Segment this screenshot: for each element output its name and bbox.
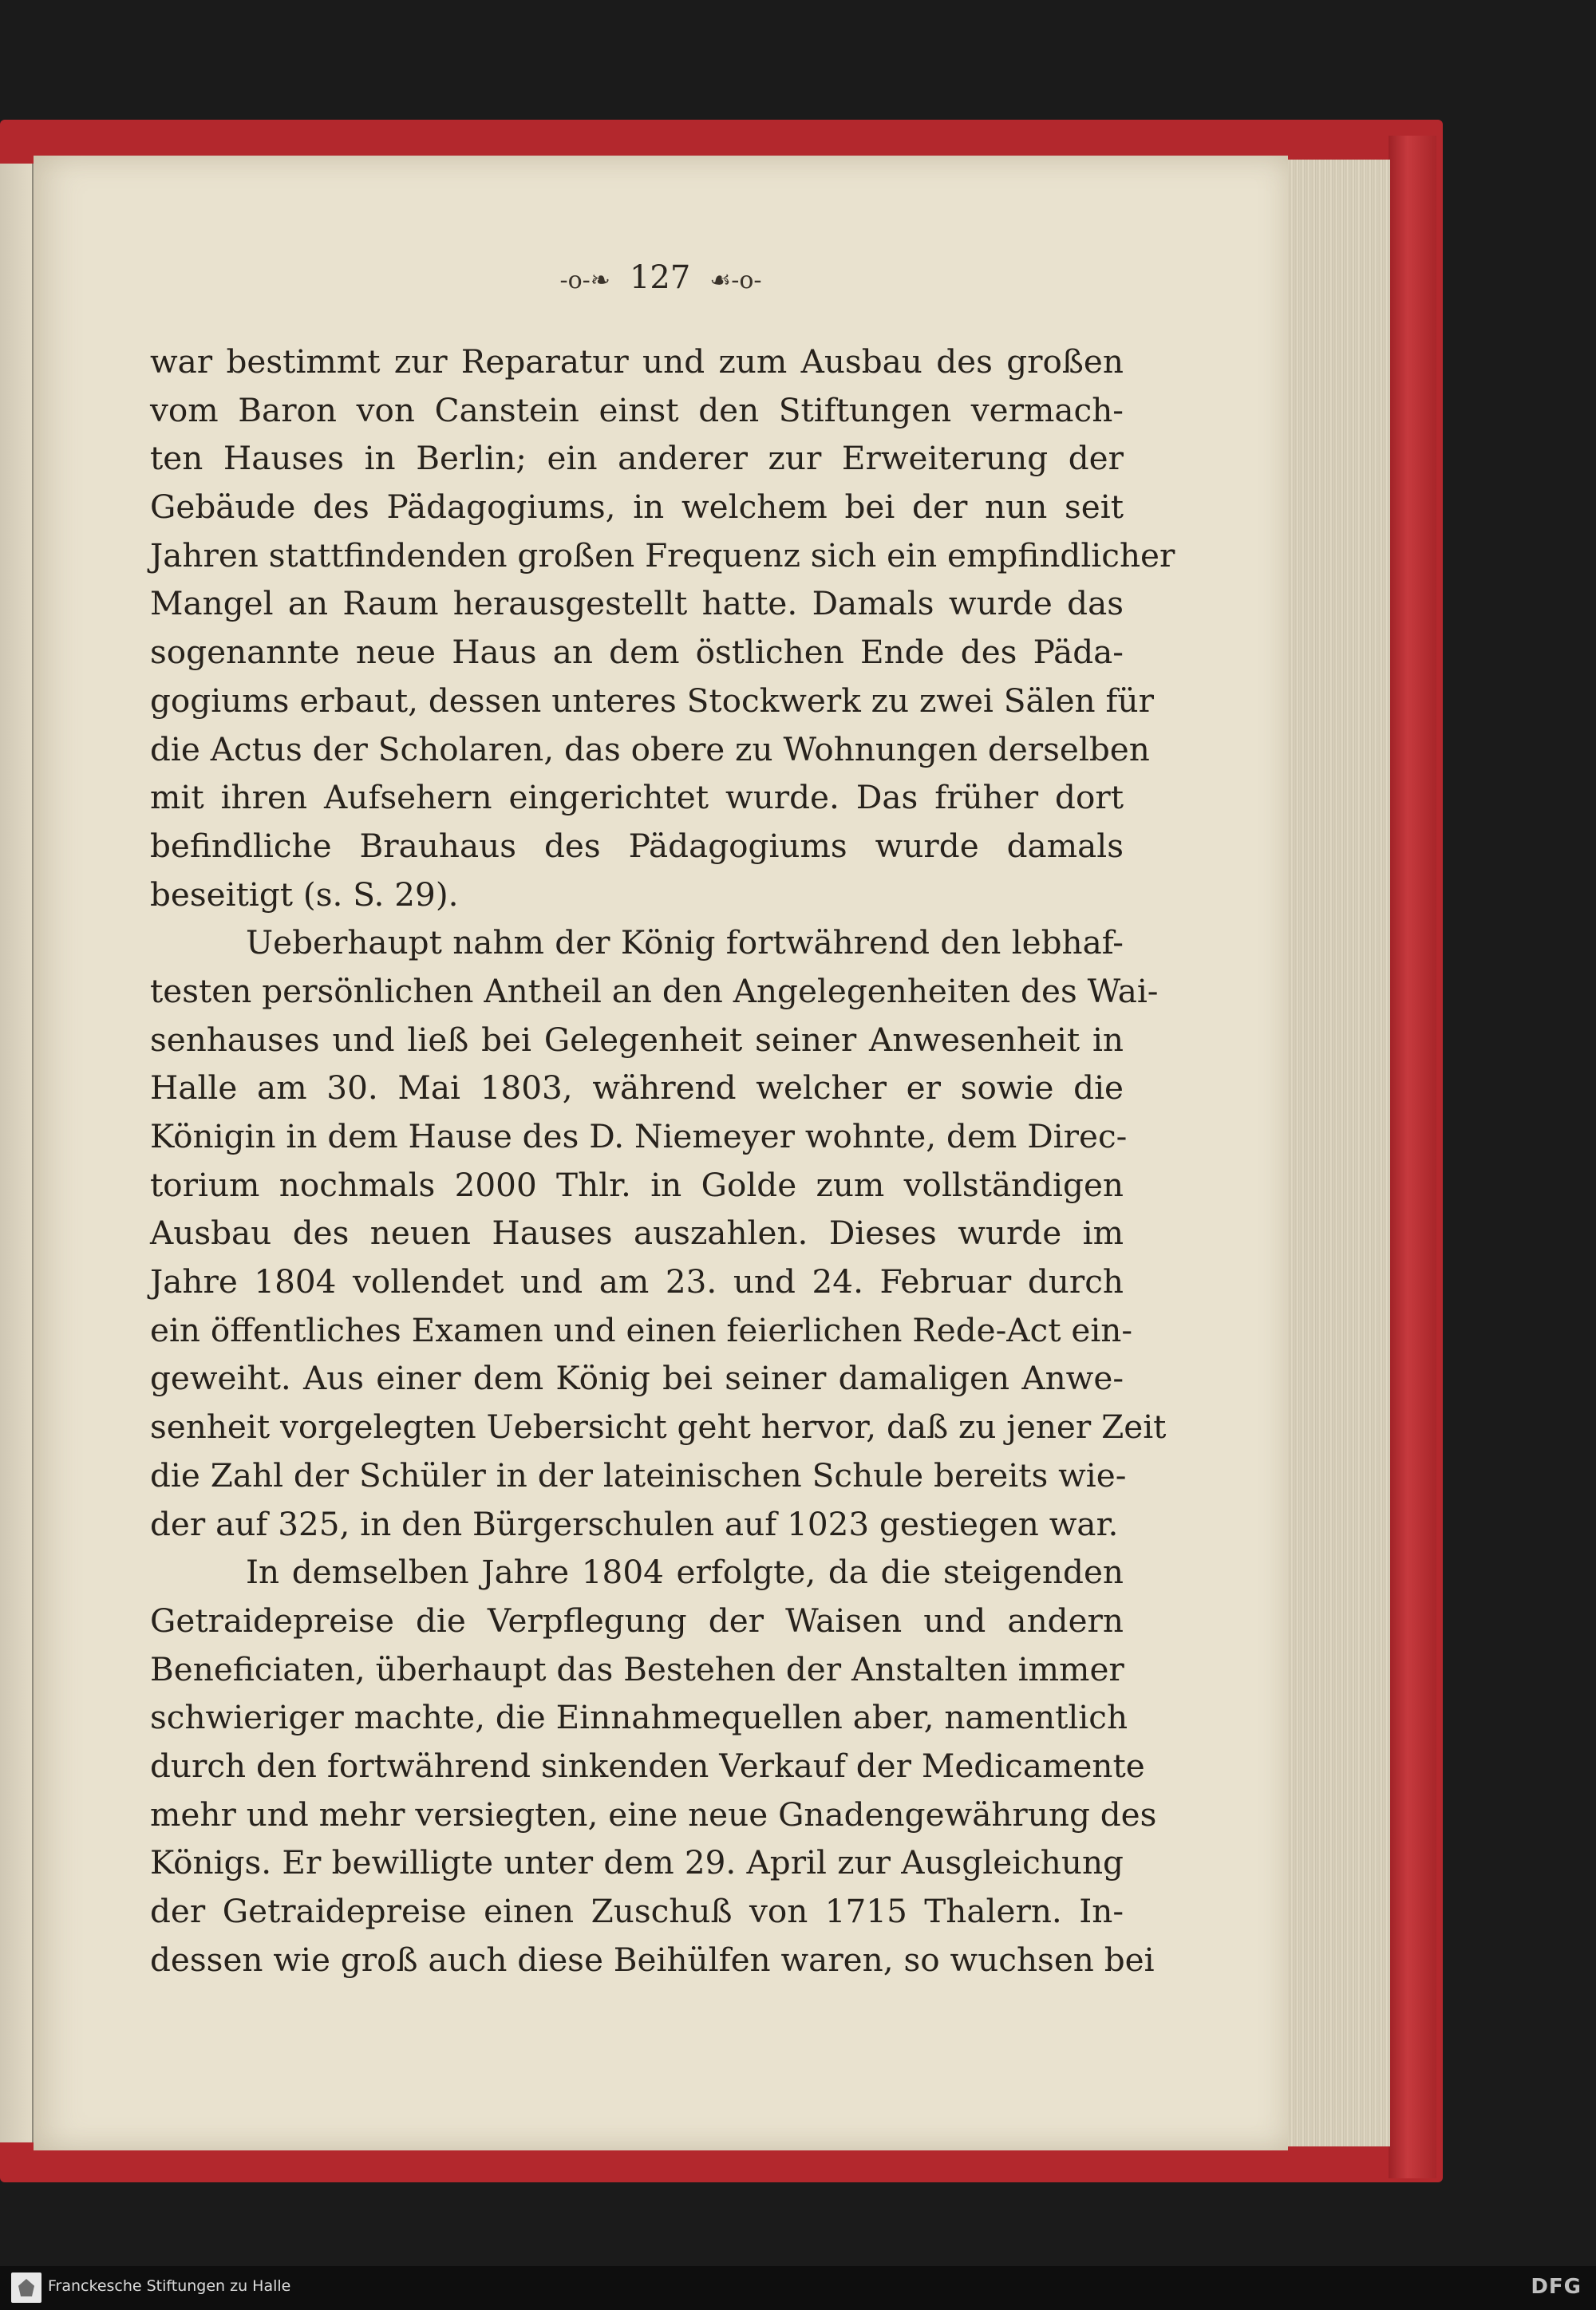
text-line: Gebäude des Pädagogiums, in welchem bei der nun seit xyxy=(150,488,1124,527)
text-line: der Getraidepreise einen Zuschuß von 1715 Thalern. In- xyxy=(150,1892,1124,1930)
text-line: geweiht. Aus einer dem König bei seiner damaligen Anwe- xyxy=(150,1359,1124,1398)
text-line: befindliche Brauhaus des Pädagogiums wurde damals xyxy=(150,826,1124,865)
text-line: die Actus der Scholaren, das obere zu Wohnungen derselben xyxy=(150,729,1150,768)
text-line: torium nochmals 2000 Thlr. in Golde zum vollständigen xyxy=(150,1165,1124,1204)
text-line: die Zahl der Schüler in der lateinischen Schule bereits wie- xyxy=(150,1455,1127,1495)
text-line: Königs. Er bewilligte unter dem 29. April zur Ausgleichung xyxy=(150,1843,1124,1882)
page-number: 127 xyxy=(629,259,691,296)
page-header xyxy=(34,259,1288,296)
text-line: ein öffentliches Examen und einen feierlichen Rede-Act ein- xyxy=(150,1310,1133,1349)
text-line: Getraidepreise die Verpflegung der Waisen und andern xyxy=(150,1601,1124,1640)
page-stack xyxy=(1286,160,1390,2146)
text-line: senheit vorgelegten Uebersicht geht hervor, daß zu jener Zeit xyxy=(150,1408,1167,1447)
institution-logo-icon[interactable] xyxy=(11,2272,41,2303)
text-line: In demselben Jahre 1804 erfolgte, da die steigenden xyxy=(246,1553,1124,1592)
text-line: mehr und mehr versiegten, eine neue Gnadengewährung des xyxy=(150,1795,1157,1834)
institution-name[interactable]: Franckesche Stiftungen zu Halle xyxy=(48,2277,291,2295)
text-line: durch den fortwährend sinkenden Verkauf der Medicamente xyxy=(150,1746,1145,1785)
text-line: Ueberhaupt nahm der König fortwährend den lebhaf- xyxy=(246,923,1124,962)
text-line: der auf 325, in den Bürgerschulen auf 1023 gestiegen war. xyxy=(150,1504,1119,1543)
facing-page-edge xyxy=(0,164,34,2142)
text-line: war bestimmt zur Reparatur und zum Ausbau des großen xyxy=(150,342,1124,381)
text-line: mit ihren Aufsehern eingerichtet wurde. Das früher dort xyxy=(150,778,1124,817)
book-page xyxy=(34,156,1288,2150)
text-line: Jahre 1804 vollendet und am 23. und 24. Februar durch xyxy=(150,1262,1124,1301)
text-line: beseitigt (s. S. 29). xyxy=(150,875,459,914)
ornament-right-icon: ☙-o- xyxy=(709,267,762,294)
text-line: vom Baron von Canstein einst den Stiftungen vermach- xyxy=(150,390,1124,429)
text-line: dessen wie groß auch diese Beihülfen waren, so wuchsen bei xyxy=(150,1940,1155,1979)
text-line: sogenannte neue Haus an dem östlichen Ende des Päda- xyxy=(150,633,1124,672)
text-line: ten Hauses in Berlin; ein anderer zur Erweiterung der xyxy=(150,439,1124,478)
text-line: Halle am 30. Mai 1803, während welcher er sowie die xyxy=(150,1068,1124,1108)
cover-edge xyxy=(1389,136,1436,2178)
page-body xyxy=(150,338,1175,1984)
text-line: testen persönlichen Antheil an den Angelegenheiten des Wai- xyxy=(150,971,1159,1010)
text-line: Ausbau des neuen Hauses auszahlen. Dieses wurde im xyxy=(150,1214,1124,1253)
ornament-left-icon: -o-❧ xyxy=(559,267,610,294)
viewer-footer xyxy=(0,2266,1596,2310)
text-line: Jahren stattfindenden großen Frequenz sich ein empfindlicher xyxy=(150,535,1175,575)
text-line: Königin in dem Hause des D. Niemeyer wohnte, dem Direc- xyxy=(150,1117,1128,1155)
text-line: Beneficiaten, überhaupt das Bestehen der Anstalten immer xyxy=(150,1649,1124,1688)
text-line: schwieriger machte, die Einnahmequellen aber, namentlich xyxy=(150,1698,1128,1737)
text-line: gogiums erbaut, dessen unteres Stockwerk zu zwei Sälen für xyxy=(150,681,1154,720)
text-line: senhauses und ließ bei Gelegenheit seiner Anwesenheit in xyxy=(150,1020,1124,1059)
dfg-logo[interactable]: DFG xyxy=(1531,2275,1582,2299)
text-line: Mangel an Raum herausgestellt hatte. Damals wurde das xyxy=(150,584,1124,623)
